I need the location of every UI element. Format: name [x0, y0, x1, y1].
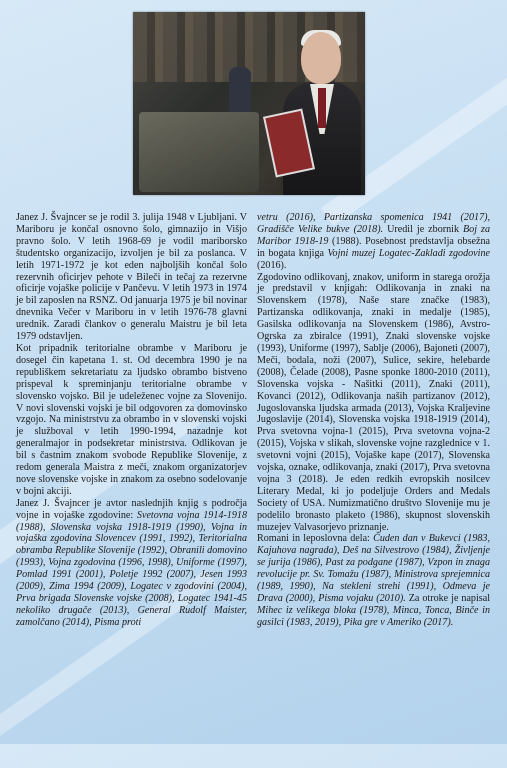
bio-paragraph-1: Janez J. Švajncer se je rodil 3. julija 1948 v Ljubljani. V Mariboru je končal osnovno šolo, gimnazijo in Višjo pravno šolo. V letih 1968-69 je vodil mariborsko študentsko organizacijo, izvoljen je bil za poslanca. V letih 1971-1972 je kot eden najboljših končal šolo rezervnih oficirjev pehote v Bileči in tečaj za rezervne oficirje vojaške policije v Pančevu. V letih 1973 in 1974 je bil zaposlen na RSNZ. Od januarja 1975 je bil novinar dnevnika Večer v Mariboru in v letih 1976-78 glavni urednik. Zaradi člankov o generalu Maistru je bil leta 1979 odstavljen. [16, 212, 247, 343]
author-photo [133, 12, 365, 195]
books-continued: vetru (2016), Partizanska spomenica 1941 (2017), Gradišče Velike bukve (2018). Uredil je zbornik Boj za Maribor 1918-19 (1988). Posebnost predstavlja obsežna in bogata knjiga Vojni muzej Logatec-Zakladi zgodovine (2016). [257, 212, 491, 271]
bio-paragraph-2: Kot pripadnik teritorialne obrambe v Mariboru je dosegel čin kapetana 1. st. Od decembra 1990 je na republiškem sekretariatu za ljudsko obrambo bistveno prispeval k spreminjanju teritorialne obrambe v slovensko vojsko. Bil je udeleženec vojne za Slovenijo. V novi slovenski vojski je bil odgovoren za domovinsko vzgojo. Na ministrstvu za obrambo in v slovenski vojski je služboval v letih 1990-1994, nazadnje kot generalmajor in podsekretar ministrstva. Odlikovan je bil s častnim znakom svobode Republike Slovenije, z redom generala Maistra z meči, znakom organizatorjev nove slovenske vojske in znakom za osebno sodelovanje v bojni akciji. [16, 342, 247, 497]
novels-paragraph: Romani in leposlovna dela: Čuden dan v Bukevci (1983, Kajuhova nagrada), Deš na Silvestrovo (1984), Življenje se jurija (1986), Past za podgane (1987), Vzpon in znaga revolucije pr. Sv. Tomažu (1987), Ministrova sprejemnica (1989, 1990), Na stekleni strehi (1991), Odmeva je Drava (2000), Pisma vojaku (2010). Za otroke je napisal Mihec iz velikega bloka (1978), Minca, Tonca, Binče in gasilci (1983, 2019), Pika gre v Ameriko (2017). [257, 533, 490, 628]
left-column [16, 212, 247, 629]
book-list: Svetovna vojna 1914-1918 (1988), Slovenska vojska 1918-1919 (1990), Vojna in vojaška zgodovina Slovencev (1991, 1992), Teritorialna obramba Republike Slovenije (1992), Obranili domovino (1993), Vojna zgodovina (1996, 1998), Uniforme (1997), Pomlad 1991 (2001), Poletje 1992 (2007), Jesen 1993 (2009), Zima 1994 (2009), Logatec v zgodovini (2004), Prva brigada Slovenske vojske (2008), Logatec 1941-45 nekoliko drugače (2013), General Rudolf Maister, zamolčano (2014), Pisma proti [16, 509, 247, 628]
bio-paragraph-3: Janez J. Švajncer je avtor naslednjih knjig s področja vojne in vojaške zgodovine: Svetovna vojna 1914-1918 (1988), Slovenska vojska 1918-1919 (1990), Vojna in vojaška zgodovina Slovencev (1991, 1992), Teritorialna obramba Republike Slovenije (1992), Obranili domovino (1993), Vojna zgodovina (1996, 1998), Uniforme (1997), Pomlad 1991 (2001), Poletje 1992 (2007), Jesen 1993 (2009), Zima 1994 (2009), Logatec v zgodovini (2004), Prva brigada Slovenske vojske (2008), Logatec 1941-45 nekoliko drugače (2013), General Rudolf Maister, zamolčano (2014), Pisma proti [16, 497, 247, 628]
right-column [257, 212, 490, 629]
medals-paragraph: Zgodovino odlikovanj, znakov, uniform in starega orožja je predstavil v knjigah: Odlikovanja in znaki na Slovenskem (1978), Naše stare značke (1983), Partizanska odlikovanja, znaki in medalje (1985), Gasilska odlikovanja na Slovenskem (1986), Avstro-Ogrska za zbiralce (1991), Znaki slovenske vojske (1993), Uniforme (1997), Sablje (2006), Bajoneti (2007), Meči, bodala, noži (2007), Sulice, sekire, helebarde (2008), Čelade (2008), Pasne sponke 1800-2010 (2011), Slovenska vojska - Našitki (2011), Znaki (2011), Kovanci (2012), Odlikovanja naših partizanov (2012), Jugoslovanska ljudska armada (2013), Vojska Kraljevine Jugoslavije (2014), Slovenska vojska 1918-1919 (2014), Prva svetovna vojna-1 (2015), Prva svetovna vojna-2 (2015), Vojska v slikah, slovenske vojne razglednice v 1. svetovni vojni (2015), Vojaške kape (2017), Slovenska vojska, oznake, odlikovanja, znaki (2017), Prva svetovna vojna 3 (2018). Je eden redkih evropskih nosilcev Literary Medal, ki jo podeljuje Orders and Medals Society of USA. Numizmatično društvo Slovenije mu je podelilo bronasto plaketo (1986), skupnost slovenskih muzejev Valvasorjevo priznanje. [257, 271, 490, 533]
